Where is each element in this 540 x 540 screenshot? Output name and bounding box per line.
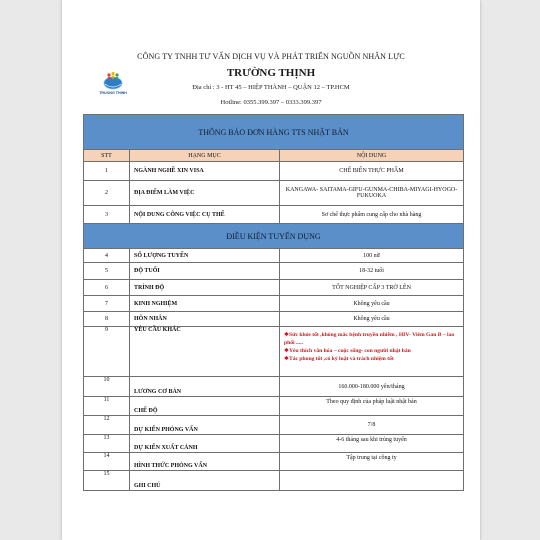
row-stt: 10 bbox=[84, 377, 130, 397]
row-item: GHI CHÚ bbox=[130, 471, 280, 491]
table-row bbox=[84, 162, 464, 181]
row-stt: 8 bbox=[84, 312, 130, 327]
row-value: 7/8 bbox=[280, 416, 464, 435]
requirement-item: ❖Tác phong tốt ,có kỷ luật và trách nhiệm tốt bbox=[284, 356, 394, 362]
row-stt: 13 bbox=[84, 435, 130, 453]
row-value: Sơ chế thực phẩm cung cấp cho nhà hàng bbox=[280, 206, 464, 224]
section-title: ĐIỀU KIỆN TUYỂN DỤNG bbox=[84, 224, 464, 249]
column-header-stt: STT bbox=[84, 150, 130, 162]
row-value: CHẾ BIẾN THỰC PHẨM bbox=[280, 162, 464, 181]
row-stt: 11 bbox=[84, 397, 130, 416]
row-item: NGÀNH NGHỀ XIN VISA bbox=[130, 162, 280, 181]
table-row bbox=[84, 377, 464, 397]
table-row bbox=[84, 453, 464, 471]
requirement-item: ❖Yêu thích văn hóa – cuộc sống- con người nhật bản bbox=[284, 348, 411, 354]
row-item: YÊU CẦU KHÁC bbox=[130, 327, 280, 377]
row-item: SỐ LƯỢNG TUYỂN bbox=[130, 249, 280, 263]
row-item: HÌNH THỨC PHỎNG VẤN bbox=[130, 453, 280, 471]
table-row bbox=[84, 327, 464, 377]
table-row bbox=[84, 249, 464, 263]
column-header-item: HẠNG MỤC bbox=[130, 150, 280, 162]
row-value: Không yêu cầu bbox=[280, 296, 464, 312]
column-header-content: NỘI DUNG bbox=[280, 150, 464, 162]
table-row bbox=[84, 296, 464, 312]
row-item: ĐỘ TUỔI bbox=[130, 263, 280, 280]
row-value: Không yêu cầu bbox=[280, 312, 464, 327]
company-address: Địa chỉ : 3 - HT 45 – HIỆP THÀNH – QUẬN 12 – TP.HCM bbox=[192, 84, 350, 91]
row-item: ĐỊA ĐIỂM LÀM VIỆC bbox=[130, 181, 280, 206]
row-value: Theo quy định của pháp luật nhật bản bbox=[280, 397, 464, 416]
table-row bbox=[84, 280, 464, 296]
row-stt: 7 bbox=[84, 296, 130, 312]
table-row bbox=[84, 471, 464, 491]
table-row bbox=[84, 206, 464, 224]
row-value: KANGAWA- SAITAMA-GIFU-GUNMA-CHIBA-MIYAGI-HYOGO-FUKUOKA bbox=[280, 181, 464, 206]
row-stt: 14 bbox=[84, 453, 130, 471]
row-value: 4-6 tháng sau khi trúng tuyển bbox=[280, 435, 464, 453]
section-title-row bbox=[84, 224, 464, 249]
table-row bbox=[84, 312, 464, 327]
row-stt: 5 bbox=[84, 263, 130, 280]
table-title-row bbox=[84, 115, 464, 150]
row-value: 160.000-180.000 yên/tháng bbox=[280, 377, 464, 397]
company-name: CÔNG TY TNHH TƯ VẤN DỊCH VỤ VÀ PHÁT TRIỂN NGUỒN NHÂN LỰC bbox=[137, 52, 405, 61]
table-row bbox=[84, 416, 464, 435]
order-table bbox=[83, 114, 464, 491]
row-stt: 12 bbox=[84, 416, 130, 435]
row-item: DỰ KIẾN XUẤT CẢNH bbox=[130, 435, 280, 453]
column-header-row bbox=[84, 150, 464, 162]
table-row bbox=[84, 263, 464, 280]
row-stt: 15 bbox=[84, 471, 130, 491]
document-page bbox=[62, 0, 480, 540]
row-value: 18-32 tuổi bbox=[280, 263, 464, 280]
row-stt: 2 bbox=[84, 181, 130, 206]
other-requirements-cell bbox=[280, 327, 464, 377]
table-row bbox=[84, 397, 464, 416]
brand-name: TRƯỜNG THỊNH bbox=[226, 67, 316, 79]
row-value: 100 nữ bbox=[280, 249, 464, 263]
table-row bbox=[84, 435, 464, 453]
requirement-item: ❖Sức khỏe tốt ,không mắc bệnh truyền nhiễm , HIV- Viêm Gan B – lao phổi ..... bbox=[284, 332, 455, 346]
row-item: TRÌNH ĐỘ bbox=[130, 280, 280, 296]
row-item: KINH NGHIỆM bbox=[130, 296, 280, 312]
company-hotline: Hotline: 0355.399.397 – 0333.399.397 bbox=[220, 99, 322, 106]
table-title: THÔNG BÁO ĐƠN HÀNG TTS NHẬT BẢN bbox=[84, 115, 464, 150]
row-item: DỰ KIẾN PHỎNG VẤN bbox=[130, 416, 280, 435]
row-item: NỘI DUNG CÔNG VIỆC CỤ THỂ bbox=[130, 206, 280, 224]
row-item: CHẾ ĐỘ bbox=[130, 397, 280, 416]
row-item: LƯƠNG CƠ BẢN bbox=[130, 377, 280, 397]
row-stt: 9 bbox=[84, 327, 130, 377]
row-stt: 1 bbox=[84, 162, 130, 181]
row-stt: 4 bbox=[84, 249, 130, 263]
table-row bbox=[84, 181, 464, 206]
row-value bbox=[280, 471, 464, 491]
logo-wordmark: TRUONG THINH bbox=[99, 91, 127, 95]
row-item: HÔN NHÂN bbox=[130, 312, 280, 327]
row-value: Tập trung tại công ty bbox=[280, 453, 464, 471]
row-stt: 6 bbox=[84, 280, 130, 296]
row-value: TỐT NGHIỆP CẤP 3 TRỞ LÊN bbox=[280, 280, 464, 296]
row-stt: 3 bbox=[84, 206, 130, 224]
